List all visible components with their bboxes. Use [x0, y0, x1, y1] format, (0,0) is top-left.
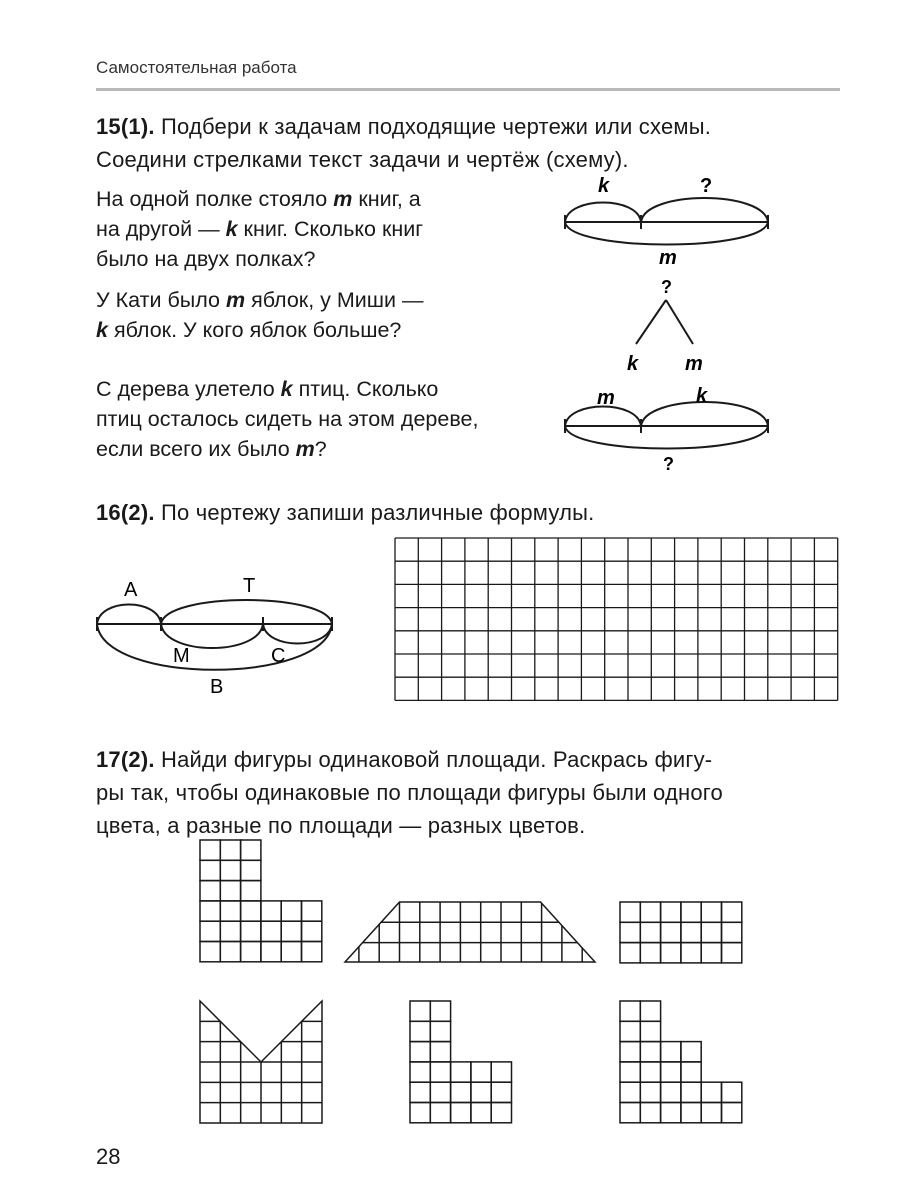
d1-label-k: k	[598, 175, 610, 197]
figure-trapezoid	[345, 902, 595, 962]
p2-var-k: k	[96, 318, 108, 342]
p2-var-m: m	[225, 288, 246, 312]
task17-line2: ры так, чтобы одинаковые по площади фигуры были одного	[96, 780, 723, 805]
task17-number: 17(2).	[96, 747, 155, 772]
p3-text: птиц осталось сидеть на этом дереве,	[96, 407, 479, 431]
seg-label-b: B	[210, 676, 224, 698]
figure-rectangle	[620, 902, 742, 963]
seg-label-a: A	[124, 579, 138, 601]
p1-text: книг, а	[352, 187, 421, 211]
p1-text: на другой —	[96, 217, 226, 241]
section-header: Самостоятельная работа	[96, 58, 297, 77]
p3-text: С дерева улетело	[96, 377, 281, 401]
figure-staircase	[620, 1001, 742, 1123]
task17-line1: Найди фигуры одинаковой площади. Раскрась фигу-	[160, 747, 713, 772]
p1-text: было на двух полках?	[96, 247, 316, 271]
p3-text: ?	[314, 437, 327, 461]
p1-text: книг. Сколько книг	[237, 217, 424, 241]
task17-line3: цвета, а разные по площади — разных цветов.	[96, 813, 586, 838]
d3-label-m: m	[597, 387, 615, 409]
d2-label-k: k	[627, 353, 639, 375]
p2-text: яблок, у Миши —	[245, 288, 424, 312]
p3-text: если всего их было	[96, 437, 296, 461]
d2-label-m: m	[685, 353, 703, 375]
p3-text: птиц. Сколько	[292, 377, 439, 401]
seg-label-m: M	[173, 645, 190, 667]
page-number: 28	[96, 1144, 121, 1169]
task16-number: 16(2).	[96, 500, 155, 525]
p2-text: У Кати было	[96, 288, 226, 312]
figure-m-shape	[200, 1001, 322, 1123]
p1-var-k: k	[225, 217, 238, 241]
p3-var-m: m	[295, 437, 315, 461]
d3-label-question: ?	[663, 454, 674, 474]
p3-var-k: k	[280, 377, 293, 401]
task15-prompt-line2: Соедини стрелками текст задачи и чертёж (схему).	[96, 147, 629, 172]
d1-label-question: ?	[700, 175, 713, 197]
figure-l-shape-2	[410, 1001, 512, 1123]
d1-label-m: m	[659, 247, 677, 269]
p2-text: яблок. У кого яблок больше?	[107, 318, 402, 342]
task15-prompt-line1: Подбери к задачам подходящие чертежи или схемы.	[160, 114, 712, 139]
seg-label-t: T	[243, 575, 256, 597]
p1-var-m: m	[333, 187, 353, 211]
figure-l-shape-1	[200, 840, 322, 962]
task16-prompt-text: По чертежу запиши различные формулы.	[160, 500, 595, 525]
task15-number: 15(1).	[96, 114, 155, 139]
seg-label-c: C	[271, 645, 286, 667]
d2-label-question: ?	[661, 277, 672, 297]
d3-label-k: k	[696, 385, 708, 407]
p1-text: На одной полке стояло	[96, 187, 334, 211]
